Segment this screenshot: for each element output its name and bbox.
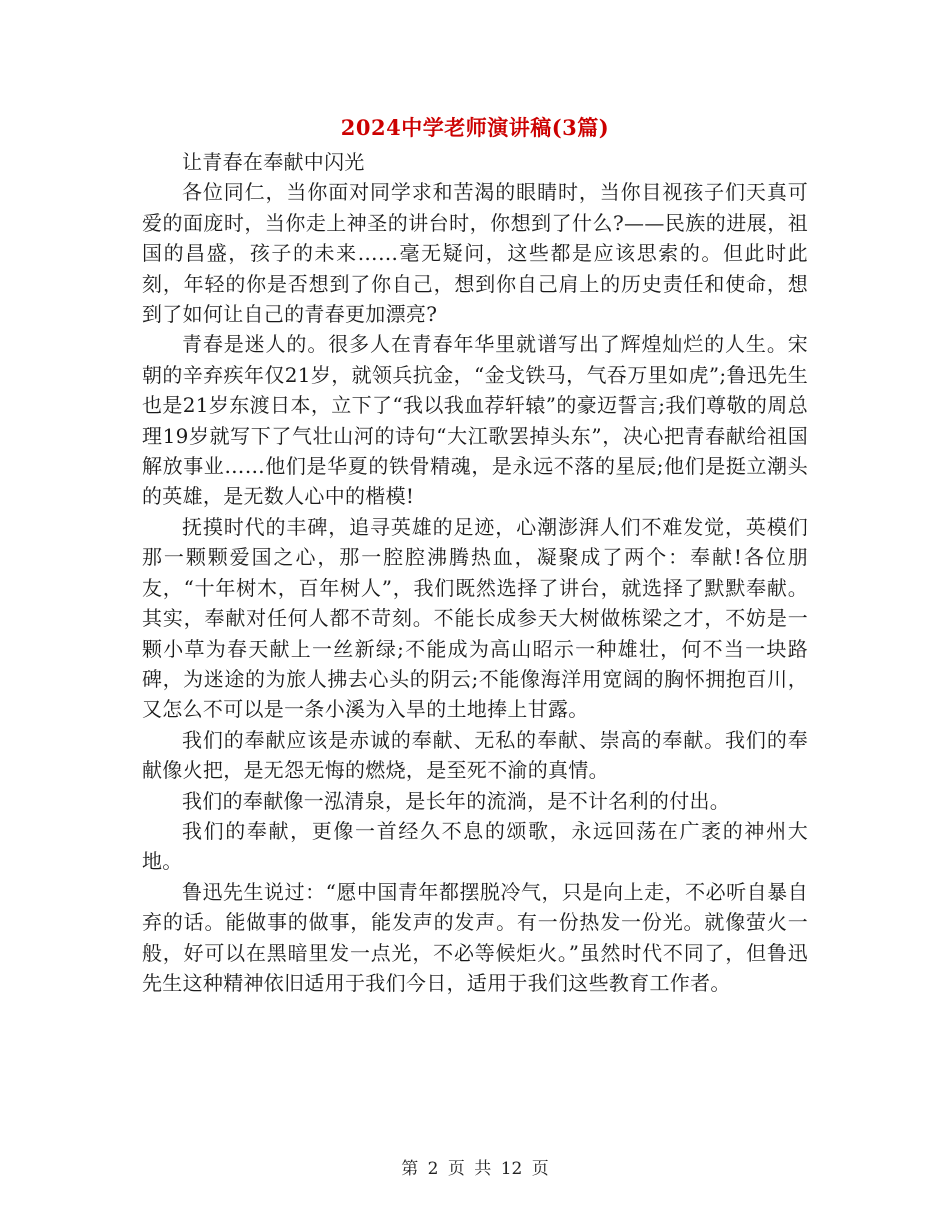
document-body — [142, 147, 808, 998]
document-page — [142, 0, 814, 1230]
body-paragraph: 青春是迷人的。很多人在青春年华里就谱写出了辉煌灿烂的人生。宋朝的辛弃疾年仅21岁，就领兵抗金，“金戈铁马，气吞万里如虎”;鲁迅先生也是21岁东渡日本，立下了“我以我血荐轩辕”的豪迈誓言;我们尊敬的周总理19岁就写下了气壮山河的诗句“大江歌罢掉头东”，决心把青春献给祖国解放事业……他们是华夏的铁骨精魂，是永远不落的星辰;他们是挺立潮头的英雄，是无数人心中的楷模! — [142, 332, 808, 509]
body-paragraph: 我们的奉献像一泓清泉，是长年的流淌，是不计名利的付出。 — [182, 788, 731, 813]
body-paragraph: 我们的奉献，更像一首经久不息的颂歌，永远回荡在广袤的神州大地。 — [142, 818, 808, 874]
body-paragraph: 各位同仁，当你面对同学求和苦渴的眼睛时，当你目视孩子们天真可爱的面庞时，当你走上神圣的讲台时，你想到了什么?——民族的进展，祖国的昌盛，孩子的未来……毫无疑问，这些都是应该思索的。但此时此刻，年轻的你是否想到了你自己，想到你自己肩上的历史责任和使命，想到了如何让自己的青春更加漂亮? — [142, 180, 808, 327]
document-title: 2024中学老师演讲稿(3篇) — [340, 115, 610, 140]
body-paragraph: 我们的奉献应该是赤诚的奉献、无私的奉献、崇高的奉献。我们的奉献像火把，是无怨无悔的燃烧，是至死不渝的真情。 — [142, 727, 808, 783]
body-paragraph: 抚摸时代的丰碑，追寻英雄的足迹，心潮澎湃人们不难发觉，英模们那一颗颗爱国之心，那一腔腔沸腾热血，凝聚成了两个：奉献!各位朋友，“十年树木，百年树人”，我们既然选择了讲台，就选择了默默奉献。其实，奉献对任何人都不苛刻。不能长成参天大树做栋梁之才，不妨是一颗小草为春天献上一丝新绿;不能成为高山昭示一种雄壮，何不当一块路碑，为迷途的为旅人拂去心头的阴云;不能像海洋用宽阔的胸怀拥抱百川，又怎么不可以是一条小溪为入旱的土地捧上甘露。 — [142, 514, 808, 722]
speech-heading: 让青春在奉献中闪光 — [182, 150, 365, 174]
body-paragraph: 鲁迅先生说过：“愿中国青年都摆脱冷气，只是向上走，不必听自暴自弃的话。能做事的做事，能发声的发声。有一份热发一份光。就像萤火一般，好可以在黑暗里发一点光，不必等候炬火。”虽然时代不同了，但鲁迅先生这种精神依旧适用于我们今日，适用于我们这些教育工作者。 — [142, 879, 808, 995]
page-number-footer: 第 2 页 共 12 页 — [401, 1159, 549, 1179]
